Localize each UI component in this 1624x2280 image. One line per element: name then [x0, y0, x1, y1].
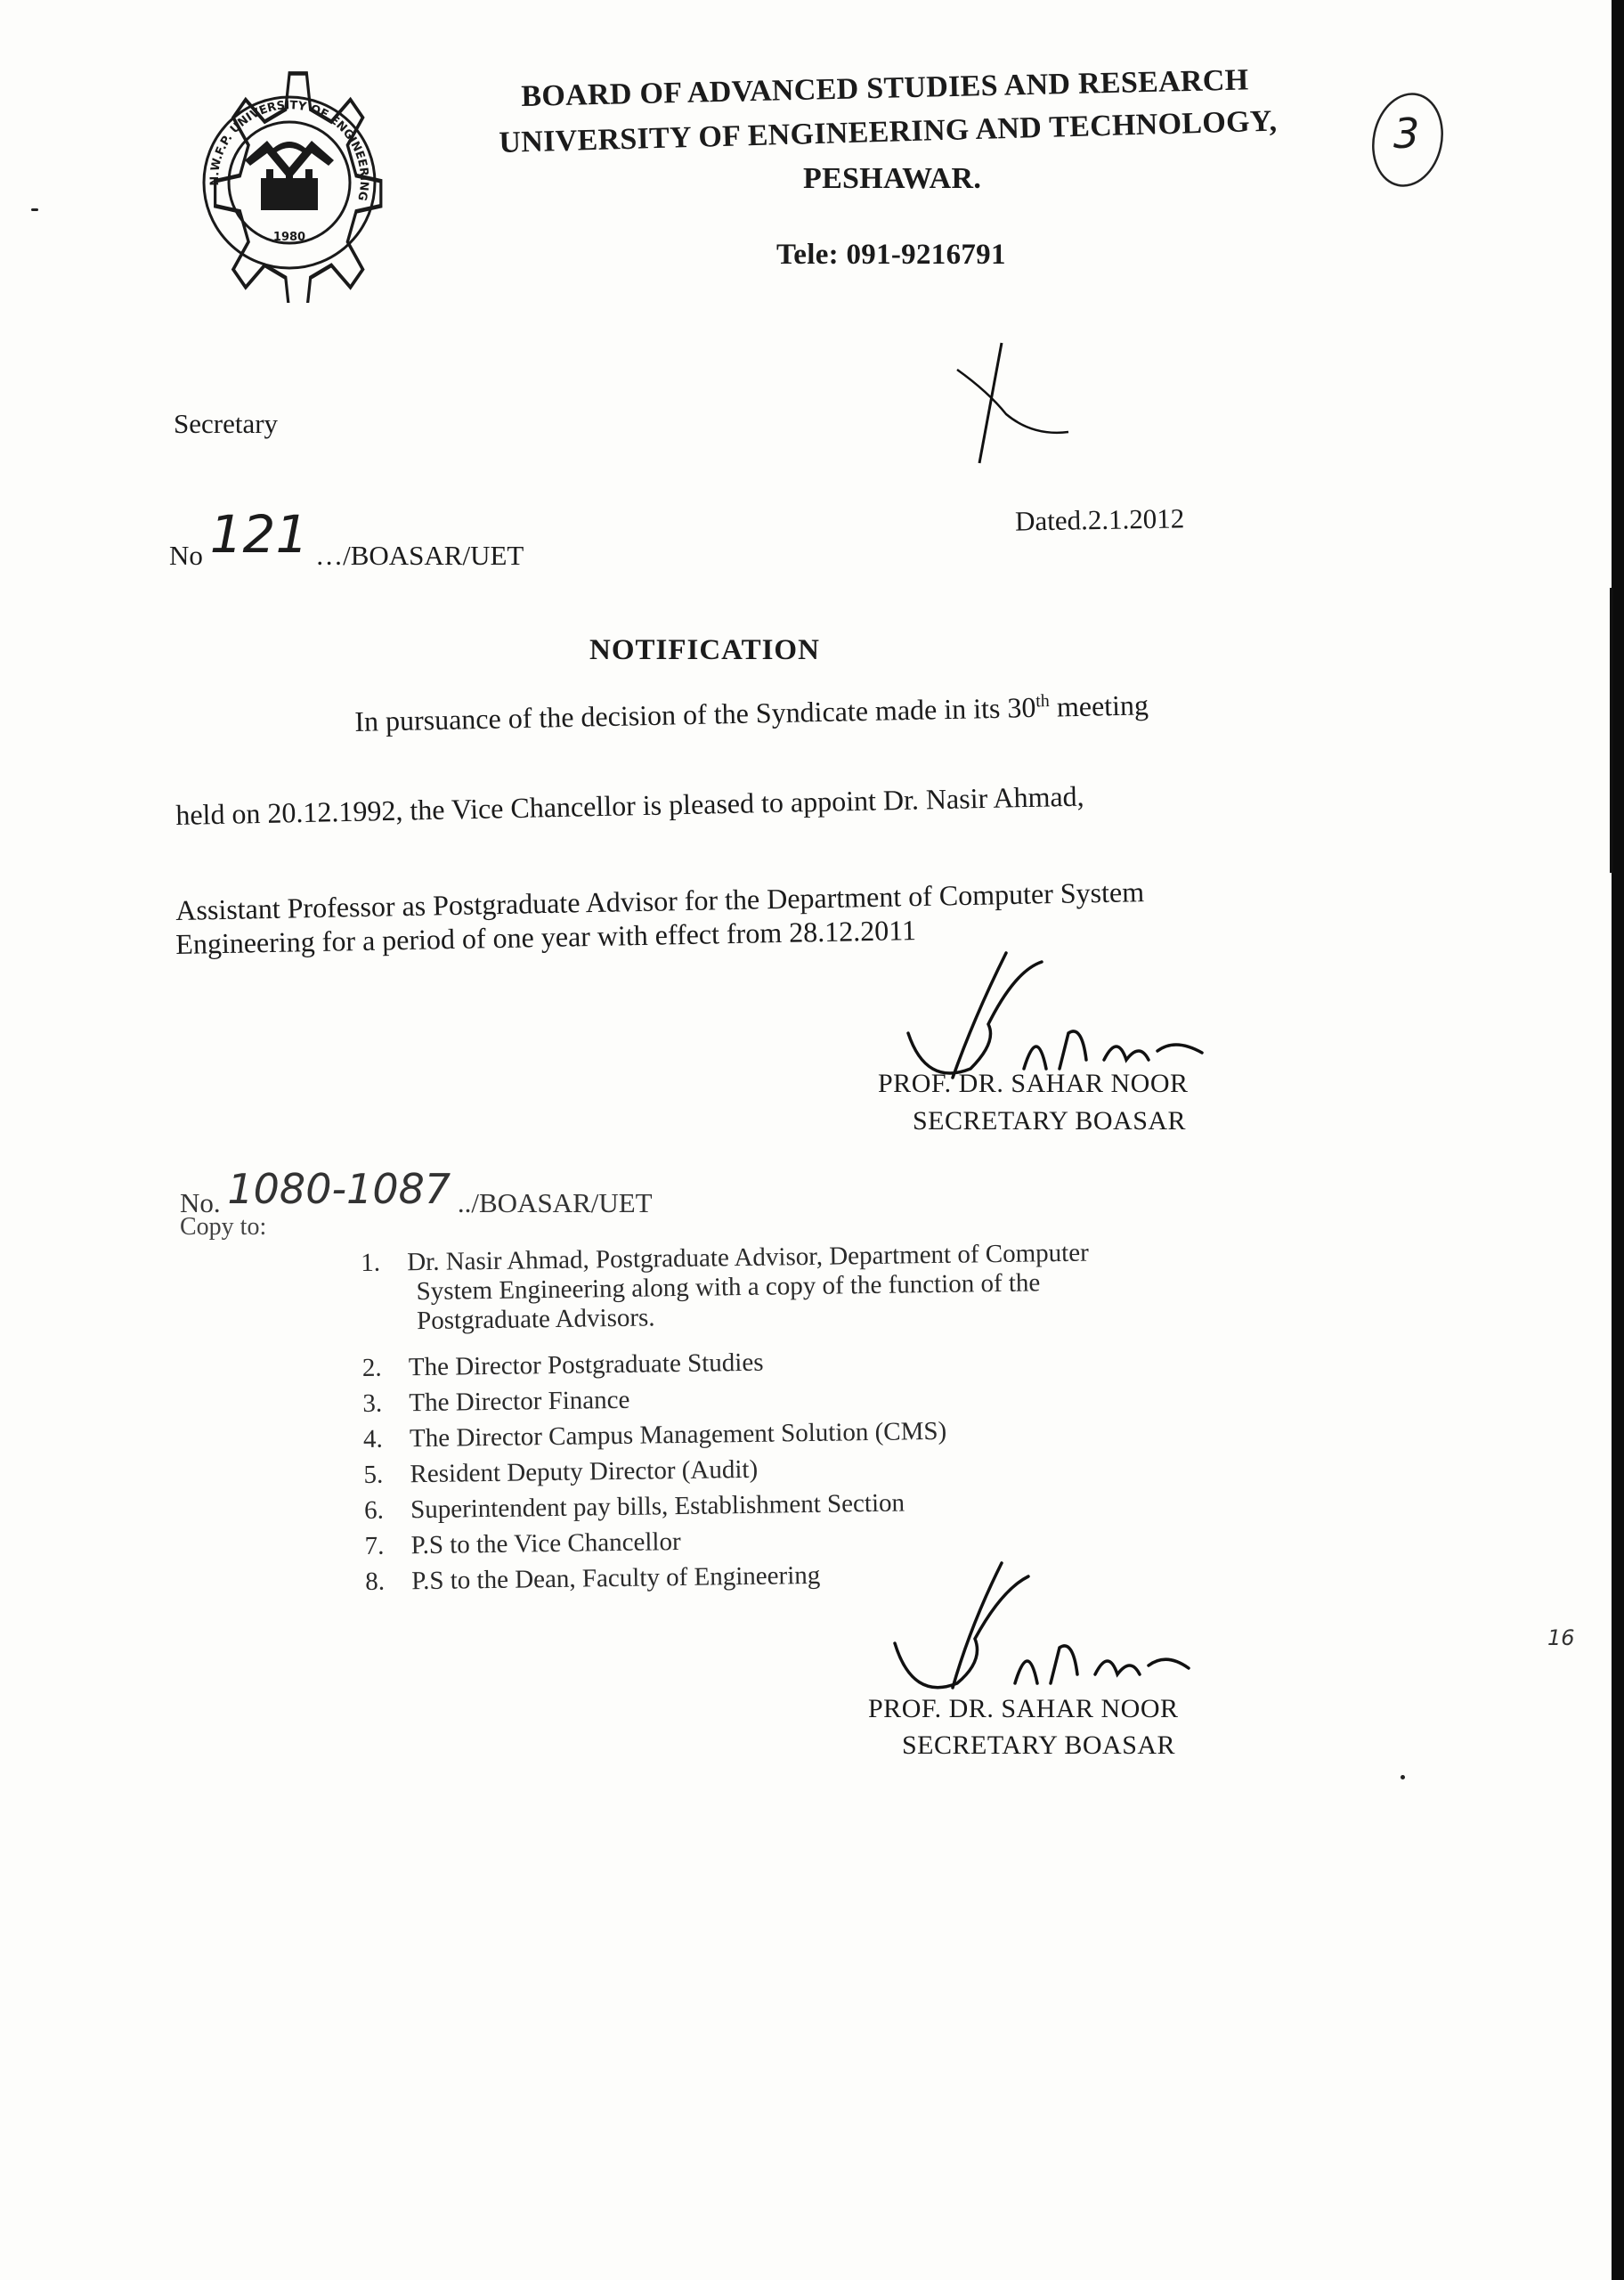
- notification-line-1-text: In pursuance of the decision of the Syndicate made in its 30: [354, 690, 1036, 737]
- copy-item-number: 5.: [363, 1460, 384, 1489]
- signature-2: [881, 1554, 1220, 1710]
- seal-graphic: [174, 62, 405, 303]
- notification-superscript: th: [1035, 690, 1050, 712]
- copy-reference-handwritten-number: 1080-1087: [227, 1165, 451, 1213]
- letterhead-line-2: UNIVERSITY OF ENGINEERING AND TECHNOLOGY,: [499, 104, 1278, 159]
- copy-item-text: The Director Finance: [409, 1385, 630, 1418]
- page-number-mark: [1367, 85, 1449, 191]
- copy-list: [361, 1239, 1093, 1603]
- letterhead-line-1: BOARD OF ADVANCED STUDIES AND RESEARCH: [521, 63, 1249, 113]
- copy-item-number: 6.: [363, 1495, 385, 1525]
- copy-item-number: 4.: [362, 1424, 383, 1454]
- notification-line-4: Engineering for a period of one year with effect from 28.12.2011: [175, 914, 917, 960]
- seal-year: 1980: [272, 231, 306, 244]
- signatory-name-2: PROF. DR. SAHAR NOOR: [868, 1694, 1179, 1723]
- scan-speck: [1401, 1775, 1405, 1779]
- scan-edge-line: [1610, 588, 1613, 873]
- copy-to-label: Copy to:: [180, 1213, 267, 1241]
- secretary-label: Secretary: [174, 408, 279, 439]
- reference-line: [169, 504, 524, 577]
- copy-item-number: 1.: [361, 1248, 381, 1277]
- signatory-title-2: SECRETARY BOASAR: [902, 1730, 1176, 1760]
- copy-item-text: The Director Campus Management Solution (CMS): [409, 1416, 947, 1454]
- copy-item-text: System Engineering along with a copy of the function of the: [416, 1268, 1041, 1307]
- seal-text: N.W.F.P. UNIVERSITY OF ENGINEERING: [207, 99, 371, 202]
- reference-handwritten-number: 121: [209, 504, 309, 565]
- notification-line-2: held on 20.12.1992, the Vice Chancellor is pleased to appoint Dr. Nasir Ahmad,: [175, 779, 1084, 831]
- copy-item-number: 8.: [364, 1567, 386, 1596]
- signatory-title-1: SECRETARY BOASAR: [913, 1106, 1187, 1136]
- copy-item-number: 7.: [364, 1531, 385, 1560]
- signatory-name-1: PROF. DR. SAHAR NOOR: [878, 1069, 1189, 1098]
- copy-reference-suffix: ../BOASAR/UET: [457, 1187, 653, 1218]
- copy-reference-prefix: No.: [180, 1187, 221, 1218]
- copy-item: [361, 1239, 1090, 1354]
- reference-prefix: No: [169, 540, 203, 571]
- copy-item-text: Dr. Nasir Ahmad, Postgraduate Advisor, Department of Computer: [406, 1238, 1089, 1277]
- signature-2-graphic: [881, 1554, 1220, 1706]
- reference-date: Dated.2.1.2012: [1014, 502, 1185, 537]
- copy-item-text: Superintendent pay bills, Establishment Section: [410, 1488, 905, 1525]
- copy-item-number: 3.: [362, 1388, 383, 1418]
- cross-mark-icon: [953, 338, 1077, 472]
- copy-item-text: P.S to the Dean, Faculty of Engineering: [410, 1560, 821, 1596]
- copy-item-text: Postgraduate Advisors.: [416, 1303, 655, 1336]
- margin-note: 16: [1547, 1625, 1575, 1650]
- cross-mark: [953, 338, 1077, 476]
- notification-line-1: [354, 688, 1149, 738]
- copy-item-number: 2.: [361, 1353, 382, 1382]
- copy-item-text: P.S to the Vice Chancellor: [410, 1527, 681, 1560]
- scan-edge-shadow: [1612, 0, 1624, 2280]
- scan-speck: [31, 208, 38, 211]
- notification-line-3: Assistant Professor as Postgraduate Advisor for the Department of Computer System: [175, 875, 1145, 926]
- reference-suffix: …/BOASAR/UET: [315, 540, 524, 571]
- university-seal: [174, 62, 405, 303]
- copy-item-text: The Director Postgraduate Studies: [408, 1348, 764, 1382]
- copy-item-text: Resident Deputy Director (Audit): [410, 1454, 759, 1489]
- notification-heading: NOTIFICATION: [589, 634, 820, 666]
- notification-line-1-end: meeting: [1049, 688, 1149, 723]
- telephone: Tele: 091-9216791: [776, 239, 1006, 271]
- letterhead-line-3: PESHAWAR.: [803, 162, 982, 195]
- page-number-text: 3: [1393, 110, 1420, 158]
